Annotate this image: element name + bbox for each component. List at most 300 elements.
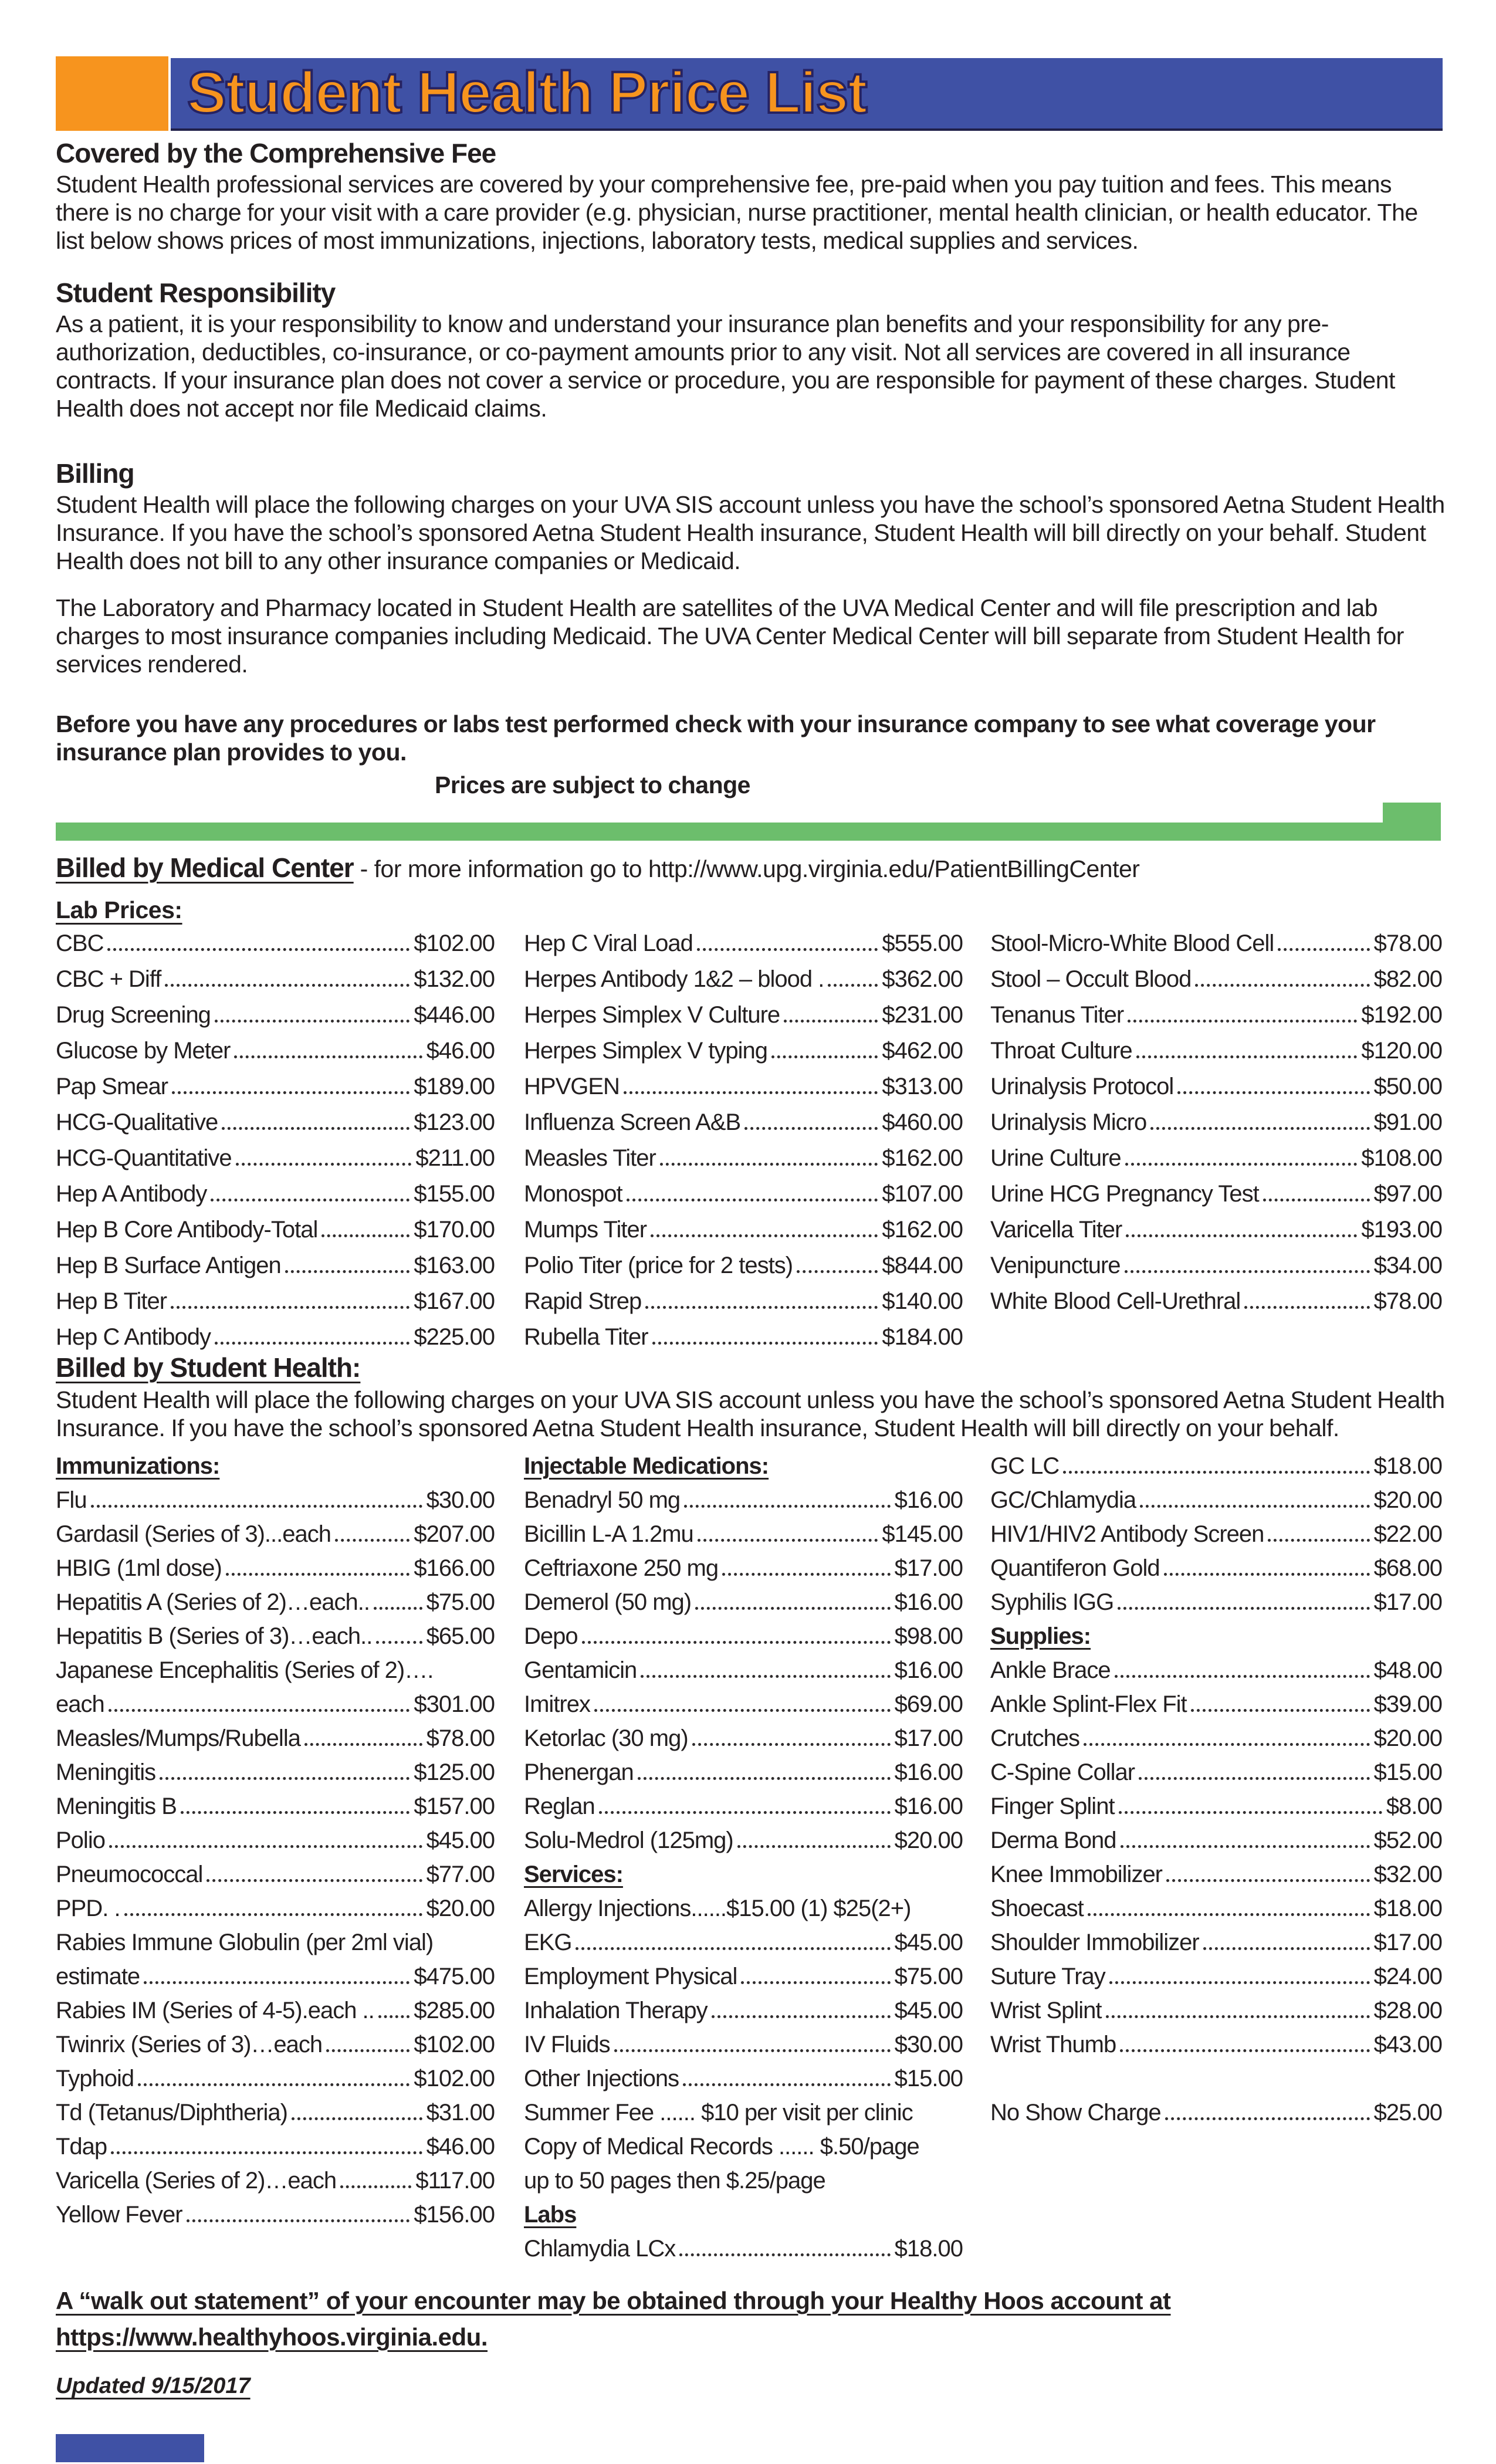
- dot-leader: [651, 1234, 878, 1237]
- item-price: $145.00: [882, 1521, 963, 1547]
- item-price: $20.00: [1373, 1487, 1442, 1513]
- item-label: Hep B Surface Antigen: [56, 1253, 281, 1278]
- billing-paragraph-2: The Laboratory and Pharmacy located in Student Health are satellites of the UVA Medical Center and will file prescription and lab charges to most insurance companies including Medicaid. The UVA Center Medical Center will bill separate from Student Health for services rendered.: [56, 594, 1404, 678]
- dot-leader: [1244, 1306, 1369, 1309]
- price-row: [56, 1069, 495, 1105]
- item-label: Twinrix (Series of 3)…each: [56, 2031, 323, 2057]
- item-label: C-Spine Collar: [990, 1759, 1135, 1785]
- price-row: [524, 962, 963, 997]
- item-label: Tdap: [56, 2133, 107, 2160]
- injectables-services-column: [524, 1449, 963, 2266]
- spacer: [990, 2062, 1442, 2096]
- price-row: [990, 1069, 1442, 1105]
- item-label: Meningitis: [56, 1759, 156, 1785]
- section-divider-bar: [56, 823, 1383, 841]
- item-label: PPD. .: [56, 1895, 120, 1921]
- item-price: $120.00: [1361, 1038, 1442, 1064]
- dot-leader: [1119, 1811, 1382, 1814]
- price-row: [56, 1891, 495, 1925]
- dot-leader: [1120, 2049, 1369, 2052]
- dot-leader: [304, 1743, 422, 1746]
- dot-leader: [614, 2049, 891, 2052]
- item-label: Flu: [56, 1487, 87, 1513]
- item-price: $301.00: [414, 1691, 495, 1717]
- column-subheading: [990, 1619, 1442, 1653]
- price-row: [990, 1823, 1442, 1857]
- price-row: [990, 1585, 1442, 1619]
- price-row: [524, 1755, 963, 1789]
- item-label: Pneumococcal: [56, 1861, 203, 1887]
- item-label: GC LC: [990, 1453, 1060, 1479]
- dot-leader: [138, 2083, 409, 2086]
- item-price: $39.00: [1373, 1691, 1442, 1717]
- price-row: [56, 1857, 495, 1891]
- billing-heading: Billing: [56, 458, 134, 489]
- item-price: $193.00: [1361, 1217, 1442, 1243]
- item-price: $20.00: [426, 1895, 495, 1921]
- dot-leader: [1118, 1607, 1369, 1610]
- subheading-label: Injectable Medications:: [524, 1453, 769, 1479]
- price-row: [524, 1653, 963, 1687]
- item-label: HCG-Qualitative: [56, 1109, 218, 1135]
- item-price: $462.00: [882, 1038, 963, 1064]
- dot-leader: [1139, 1777, 1370, 1780]
- item-label: Stool-Micro-White Blood Cell: [990, 930, 1274, 956]
- item-price: $20.00: [1373, 1725, 1442, 1751]
- price-row: [56, 1140, 495, 1176]
- price-row: [990, 1284, 1442, 1319]
- item-label: HCG-Quantitative: [56, 1145, 232, 1171]
- dot-leader: [576, 1947, 890, 1950]
- price-row: [990, 926, 1442, 962]
- item-label: HPVGEN: [524, 1074, 620, 1099]
- dot-leader: [292, 2117, 422, 2120]
- item-label: Knee Immobilizer: [990, 1861, 1163, 1887]
- price-row: [990, 2096, 1442, 2130]
- price-row: [56, 1721, 495, 1755]
- item-label: Hepatitis A (Series of 2)…each..: [56, 1589, 370, 1615]
- item-label: Gentamicin: [524, 1657, 637, 1683]
- covered-heading: Covered by the Comprehensive Fee: [56, 138, 496, 168]
- column-subheading: [524, 1857, 963, 1891]
- dot-leader: [744, 1127, 878, 1130]
- item-price: $460.00: [882, 1109, 963, 1135]
- footer-blue-bar: [56, 2434, 204, 2462]
- item-price: $107.00: [882, 1181, 963, 1207]
- price-row: [56, 962, 495, 997]
- price-row: [524, 1789, 963, 1823]
- dot-leader: [638, 1777, 891, 1780]
- item-price: $78.00: [426, 1725, 495, 1751]
- item-price: $166.00: [414, 1555, 495, 1581]
- dot-leader: [1136, 1055, 1358, 1058]
- lab-prices-column-3: [990, 926, 1442, 1319]
- price-row: [524, 997, 963, 1033]
- price-row: [990, 962, 1442, 997]
- item-label: Wrist Splint: [990, 1997, 1102, 2023]
- price-row: [524, 1823, 963, 1857]
- price-row: [56, 1105, 495, 1140]
- price-row: [56, 1248, 495, 1284]
- dot-leader: [285, 1270, 410, 1273]
- item-label: Copy of Medical Records ...... $.50/page: [524, 2133, 919, 2160]
- dot-leader: [1278, 948, 1369, 951]
- item-price: $75.00: [426, 1589, 495, 1615]
- item-label: Herpes Antibody 1&2 – blood .: [524, 966, 824, 992]
- dot-leader: [109, 1845, 422, 1848]
- column-subheading: [56, 1449, 495, 1483]
- item-label: Hep B Core Antibody-Total: [56, 1217, 318, 1243]
- dot-leader: [234, 1055, 422, 1058]
- price-row: [990, 1033, 1442, 1069]
- dot-leader: [222, 1127, 409, 1130]
- item-label: Hep C Viral Load: [524, 930, 693, 956]
- dot-leader: [582, 1641, 891, 1644]
- dot-leader: [1203, 1947, 1370, 1950]
- item-label: Phenergan: [524, 1759, 634, 1785]
- item-label: Throat Culture: [990, 1038, 1132, 1064]
- item-price: $189.00: [414, 1074, 495, 1099]
- item-price: $192.00: [1361, 1002, 1442, 1028]
- price-row: [990, 1653, 1442, 1687]
- dot-leader: [599, 1811, 891, 1814]
- price-row: [990, 1105, 1442, 1140]
- item-price: $31.00: [426, 2099, 495, 2125]
- item-label: CBC: [56, 930, 104, 956]
- item-label: Inhalation Therapy: [524, 1997, 708, 2023]
- item-label: HBIG (1ml dose): [56, 1555, 222, 1581]
- item-price: $285.00: [414, 1997, 495, 2023]
- item-label: Mumps Titer: [524, 1217, 647, 1243]
- dot-leader: [1128, 1020, 1357, 1023]
- dot-leader: [1191, 1709, 1370, 1712]
- item-label: Hep B Titer: [56, 1288, 167, 1314]
- price-row: [990, 1212, 1442, 1248]
- student-health-body: Student Health will place the following charges on your UVA SIS account unless you have the school’s sponsored Aetna Student Health Insurance. If you have the school’s sponsored Aetna Student Health insurance, Student Health will bill directly on your behalf.: [56, 1386, 1445, 1441]
- price-row: [990, 1993, 1442, 2028]
- item-price: $15.00: [1373, 1759, 1442, 1785]
- dot-leader: [124, 1913, 422, 1916]
- price-row: [56, 1176, 495, 1212]
- item-price: $18.00: [1373, 1453, 1442, 1479]
- dot-leader: [226, 1573, 410, 1576]
- item-label: Drug Screening: [56, 1002, 211, 1028]
- item-price: $34.00: [1373, 1253, 1442, 1278]
- price-row: [56, 1619, 495, 1653]
- dot-leader: [211, 1199, 409, 1201]
- healthyhoos-link[interactable]: https://www.healthyhoos.virginia.edu.: [56, 2323, 488, 2351]
- dot-leader: [326, 2049, 409, 2052]
- item-label: Polio: [56, 1827, 105, 1853]
- item-price: $231.00: [882, 1002, 963, 1028]
- page-title: Student Health Price List: [187, 60, 867, 126]
- item-price: $69.00: [894, 1691, 963, 1717]
- price-row: [990, 1721, 1442, 1755]
- item-price: $555.00: [882, 930, 963, 956]
- subheading-label: Immunizations:: [56, 1453, 220, 1479]
- price-row: [990, 1925, 1442, 1959]
- dot-leader: [797, 1270, 878, 1273]
- dot-leader: [1263, 1199, 1370, 1201]
- dot-leader: [594, 1709, 891, 1712]
- price-row: [524, 1212, 963, 1248]
- item-label: Urinalysis Micro: [990, 1109, 1147, 1135]
- item-label: EKG: [524, 1929, 572, 1955]
- item-label: Employment Physical: [524, 1963, 737, 1989]
- item-price: $82.00: [1373, 966, 1442, 992]
- item-price: $362.00: [882, 966, 963, 992]
- column-subheading: [524, 2198, 963, 2232]
- price-row: [524, 1105, 963, 1140]
- price-row: [56, 2062, 495, 2096]
- item-price: $123.00: [414, 1109, 495, 1135]
- dot-leader: [828, 984, 878, 987]
- item-price: $125.00: [414, 1759, 495, 1785]
- item-label: estimate: [56, 1963, 140, 1989]
- price-row-text: [524, 2130, 963, 2164]
- item-label: Hep A Antibody: [56, 1181, 207, 1207]
- price-row: [990, 1483, 1442, 1517]
- item-price: $475.00: [414, 1963, 495, 1989]
- item-label: Ankle Splint-Flex Fit: [990, 1691, 1187, 1717]
- price-row: [990, 1176, 1442, 1212]
- item-label: Varicella (Series of 2)…each: [56, 2167, 337, 2194]
- dot-leader: [1084, 1743, 1370, 1746]
- item-label: Reglan: [524, 1793, 595, 1819]
- item-price: $17.00: [894, 1725, 963, 1751]
- item-price: $78.00: [1373, 930, 1442, 956]
- item-price: $18.00: [894, 2235, 963, 2262]
- item-label: Imitrex: [524, 1691, 590, 1717]
- price-row-text: [524, 2096, 963, 2130]
- item-label: Pap Smear: [56, 1074, 168, 1099]
- price-row: [56, 1959, 495, 1993]
- item-price: $17.00: [894, 1555, 963, 1581]
- item-label: Japanese Encephalitis (Series of 2)….: [56, 1657, 434, 1683]
- item-label: Rabies IM (Series of 4-5).each ..: [56, 1997, 374, 2023]
- item-label: GC/Chlamydia: [990, 1487, 1136, 1513]
- item-label: CBC + Diff: [56, 966, 161, 992]
- item-price: $18.00: [1373, 1895, 1442, 1921]
- covered-body: Student Health professional services are covered by your comprehensive fee, pre-paid when you pay tuition and fees. This means there is no charge for your visit with a care provider (e.g. physician, nurse practitioner, mental health clinician, or health educator. The list below shows prices of most immunizations, injections, laboratory tests, medical supplies and services.: [56, 171, 1418, 254]
- item-label: Stool – Occult Blood: [990, 966, 1192, 992]
- prices-subject-note: Prices are subject to change: [434, 771, 750, 798]
- price-row: [56, 1993, 495, 2028]
- item-price: $91.00: [1373, 1109, 1442, 1135]
- item-label: Chlamydia LCx: [524, 2235, 676, 2262]
- dot-leader: [684, 1505, 891, 1508]
- item-label: Meningitis B: [56, 1793, 177, 1819]
- insurance-notice: Before you have any procedures or labs test performed check with your insurance company to see what coverage your insurance plan provides to you.: [56, 710, 1376, 766]
- billing-paragraph-1: Student Health will place the following charges on your UVA SIS account unless you have the school’s sponsored Aetna Student Health Insurance. If you have the school’s sponsored Aetna Student Health insurance, Student Health will bill directly on your behalf. Student Health does not bill to any other insurance companies or Medicaid.: [56, 491, 1445, 574]
- labs-supplies-column: [990, 1449, 1442, 2130]
- item-price: $65.00: [426, 1623, 495, 1649]
- item-label: Rapid Strep: [524, 1288, 642, 1314]
- item-price: $46.00: [426, 2133, 495, 2160]
- item-price: $170.00: [414, 1217, 495, 1243]
- item-price: $16.00: [894, 1487, 963, 1513]
- dot-leader: [1140, 1505, 1370, 1508]
- price-row: [56, 1755, 495, 1789]
- item-label: Glucose by Meter: [56, 1038, 231, 1064]
- price-row: [990, 2028, 1442, 2062]
- item-price: $52.00: [1373, 1827, 1442, 1853]
- dot-leader: [712, 2015, 891, 2018]
- price-row: [56, 1033, 495, 1069]
- responsibility-heading: Student Responsibility: [56, 277, 336, 308]
- item-price: $45.00: [894, 1997, 963, 2023]
- dot-leader: [1106, 2015, 1370, 2018]
- dot-leader: [1109, 1981, 1370, 1984]
- dot-leader: [737, 1845, 891, 1848]
- dot-leader: [335, 1539, 409, 1542]
- price-row: [990, 1551, 1442, 1585]
- dot-leader: [1268, 1539, 1369, 1542]
- header-orange-block: [56, 56, 168, 131]
- item-price: $43.00: [1373, 2031, 1442, 2057]
- item-price: $163.00: [414, 1253, 495, 1278]
- item-label: Venipuncture: [990, 1253, 1121, 1278]
- dot-leader: [172, 1091, 409, 1094]
- item-label: Shoecast: [990, 1895, 1084, 1921]
- dot-leader: [627, 1199, 878, 1201]
- price-row: [56, 1585, 495, 1619]
- price-row: [524, 1619, 963, 1653]
- price-row: [56, 1483, 495, 1517]
- billed-by-medical-center-line: [56, 852, 1446, 884]
- item-price: $844.00: [882, 1253, 963, 1278]
- dot-leader: [321, 1234, 409, 1237]
- item-label: Typhoid: [56, 2065, 134, 2091]
- dot-leader: [1115, 1675, 1370, 1678]
- price-row: [56, 2096, 495, 2130]
- item-label: Quantiferon Gold: [990, 1555, 1160, 1581]
- item-price: $162.00: [882, 1145, 963, 1171]
- item-price: $102.00: [414, 2065, 495, 2091]
- price-row: [56, 2028, 495, 2062]
- dot-leader: [1125, 1163, 1358, 1166]
- price-row: [524, 1248, 963, 1284]
- dot-leader: [695, 1607, 891, 1610]
- dot-leader: [165, 984, 409, 987]
- updated-date: Updated 9/15/2017: [56, 2374, 251, 2398]
- item-label: HIV1/HIV2 Antibody Screen: [990, 1521, 1264, 1547]
- item-price: $98.00: [894, 1623, 963, 1649]
- dot-leader: [1177, 1091, 1369, 1094]
- price-row: [56, 1319, 495, 1355]
- dot-leader: [771, 1055, 878, 1058]
- item-price: $446.00: [414, 1002, 495, 1028]
- item-label: up to 50 pages then $.25/page: [524, 2167, 825, 2194]
- item-price: $28.00: [1373, 1997, 1442, 2023]
- price-row: [56, 2164, 495, 2198]
- item-label: Urine Culture: [990, 1145, 1121, 1171]
- item-label: Varicella Titer: [990, 1217, 1122, 1243]
- item-label: Suture Tray: [990, 1963, 1105, 1989]
- column-subheading: [524, 1449, 963, 1483]
- price-row: [990, 1517, 1442, 1551]
- item-label: Finger Splint: [990, 1793, 1115, 1819]
- item-label: Herpes Simplex V Culture: [524, 1002, 780, 1028]
- dot-leader: [683, 2083, 891, 2086]
- price-row: [990, 1857, 1442, 1891]
- price-row: [524, 1687, 963, 1721]
- walkout-statement-line: A “walk out statement” of your encounter may be obtained through your Healthy Hoos account at: [56, 2287, 1171, 2314]
- item-price: $155.00: [414, 1181, 495, 1207]
- item-price: $167.00: [414, 1288, 495, 1314]
- dot-leader: [722, 1573, 891, 1576]
- item-price: $16.00: [894, 1759, 963, 1785]
- item-price: $68.00: [1373, 1555, 1442, 1581]
- item-price: $46.00: [426, 1038, 495, 1064]
- dot-leader: [187, 2219, 410, 2222]
- item-price: $45.00: [894, 1929, 963, 1955]
- immunizations-column: [56, 1449, 495, 2232]
- price-row: [524, 1517, 963, 1551]
- price-row: [524, 1959, 963, 1993]
- title-banner: [171, 58, 1443, 131]
- item-price: $225.00: [414, 1324, 495, 1350]
- dot-leader: [107, 948, 409, 951]
- dot-leader: [1126, 1234, 1357, 1237]
- dot-leader: [215, 1020, 409, 1023]
- dot-leader: [697, 948, 878, 951]
- item-label: Allergy Injections......$15.00 (1) $25(2+): [524, 1895, 911, 1921]
- item-label: Summer Fee ...... $10 per visit per clinic: [524, 2099, 913, 2125]
- item-label: IV Fluids: [524, 2031, 610, 2057]
- item-label: Solu-Medrol (125mg): [524, 1827, 733, 1853]
- dot-leader: [641, 1675, 890, 1678]
- dot-leader: [698, 1539, 878, 1542]
- item-label: Td (Tetanus/Diphtheria): [56, 2099, 287, 2125]
- dot-leader: [376, 1641, 422, 1644]
- dot-leader: [109, 1709, 410, 1712]
- item-price: $117.00: [415, 2167, 495, 2194]
- item-label: Demerol (50 mg): [524, 1589, 692, 1615]
- item-label: Urinalysis Protocol: [990, 1074, 1174, 1099]
- item-label: Other Injections: [524, 2065, 679, 2091]
- dot-leader: [181, 1811, 410, 1814]
- dot-leader: [741, 1981, 890, 1984]
- item-price: $108.00: [1361, 1145, 1442, 1171]
- item-label: Derma Bond: [990, 1827, 1116, 1853]
- price-row: [524, 2232, 963, 2266]
- item-label: Rabies Immune Globulin (per 2ml vial): [56, 1929, 434, 1955]
- price-row: [990, 1891, 1442, 1925]
- price-row: [56, 2198, 495, 2232]
- dot-leader: [645, 1306, 878, 1309]
- item-price: $97.00: [1373, 1181, 1442, 1207]
- item-price: $15.00: [894, 2065, 963, 2091]
- price-row: [990, 1755, 1442, 1789]
- price-row: [524, 1284, 963, 1319]
- item-label: Monospot: [524, 1181, 622, 1207]
- price-row: [56, 1551, 495, 1585]
- item-price: $17.00: [1373, 1589, 1442, 1615]
- item-price: $50.00: [1373, 1074, 1442, 1099]
- billing-info-url-text: - for more information go to http://www.upg.virginia.edu/PatientBillingCenter: [353, 855, 1140, 882]
- price-row: [990, 1248, 1442, 1284]
- dot-leader: [652, 1342, 878, 1345]
- item-price: $30.00: [894, 2031, 963, 2057]
- item-price: $102.00: [414, 2031, 495, 2057]
- item-price: $140.00: [882, 1288, 963, 1314]
- item-price: $24.00: [1373, 1963, 1442, 1989]
- item-price: $25.00: [1373, 2099, 1442, 2125]
- price-row: [56, 1284, 495, 1319]
- price-row: [56, 1517, 495, 1551]
- price-row: [524, 1585, 963, 1619]
